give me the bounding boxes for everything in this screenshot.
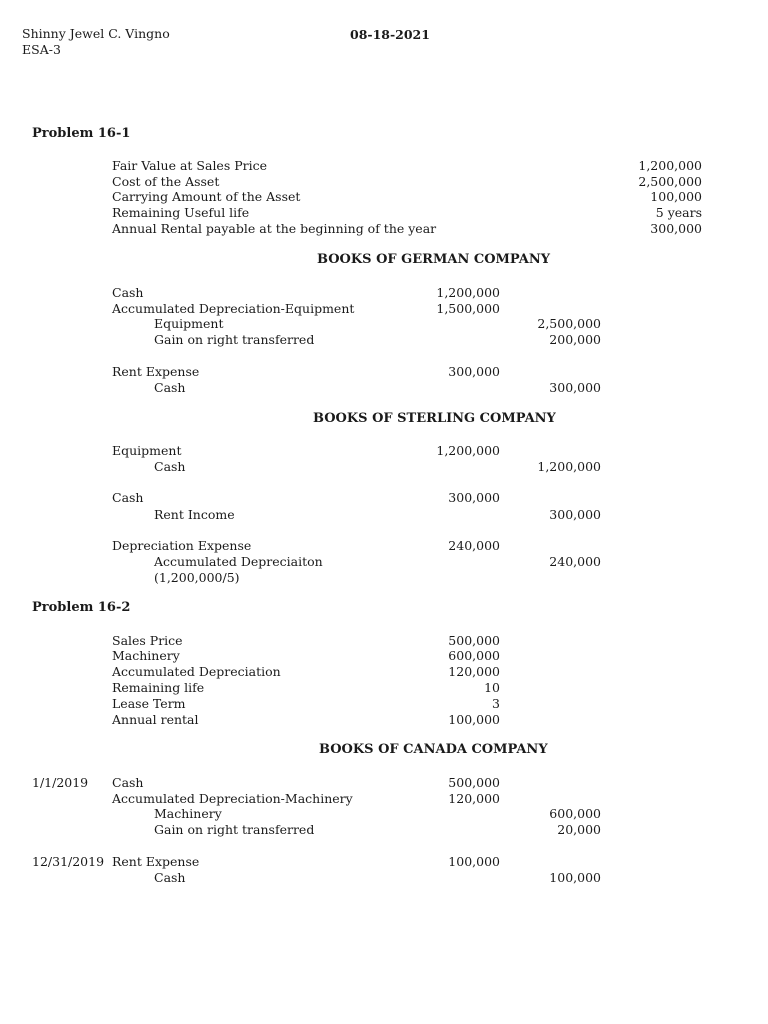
given-value: 120,000	[448, 664, 500, 679]
given-label: Machinery	[112, 648, 180, 663]
account-credit: Machinery	[154, 806, 222, 821]
given-label: Carrying Amount of the Asset	[112, 189, 301, 204]
given-value: 3	[492, 696, 500, 711]
student-name: Shinny Jewel C. Vingno	[22, 26, 170, 41]
given-label: Fair Value at Sales Price	[112, 158, 268, 173]
given-label: Cost of the Asset	[112, 174, 220, 189]
computation-note: (1,200,000/5)	[154, 570, 240, 585]
debit-amount: 1,200,000	[436, 285, 500, 300]
account-debit: Cash	[112, 775, 144, 790]
credit-amount: 300,000	[549, 380, 601, 395]
account-credit: Accumulated Depreciaiton	[154, 554, 323, 569]
given-value: 600,000	[448, 648, 500, 663]
credit-amount: 20,000	[557, 822, 601, 837]
account-debit: Accumulated Depreciation-Equipment	[112, 301, 355, 316]
given-value: 2,500,000	[638, 174, 702, 189]
account-credit: Rent Income	[154, 507, 235, 522]
account-credit: Equipment	[154, 316, 224, 331]
credit-amount: 240,000	[549, 554, 601, 569]
entry-date: 1/1/2019	[32, 775, 89, 790]
account-credit: Gain on right transferred	[154, 332, 315, 347]
german-company-title: BOOKS OF GERMAN COMPANY	[317, 252, 551, 267]
debit-amount: 1,500,000	[436, 301, 500, 316]
account-debit: Rent Expense	[112, 364, 200, 379]
given-value: 100,000	[650, 189, 702, 204]
given-value: 300,000	[650, 221, 702, 236]
given-value: 100,000	[448, 712, 500, 727]
given-value: 500,000	[448, 633, 500, 648]
given-label: Remaining life	[112, 680, 205, 695]
account-debit: Equipment	[112, 443, 182, 458]
account-credit: Gain on right transferred	[154, 822, 315, 837]
account-credit: Cash	[154, 459, 186, 474]
entry-date: 12/31/2019	[32, 854, 105, 869]
account-debit: Depreciation Expense	[112, 538, 252, 553]
account-debit: Cash	[112, 285, 144, 300]
debit-amount: 240,000	[448, 538, 500, 553]
problem-16-2-title: Problem 16-2	[32, 600, 131, 615]
credit-amount: 300,000	[549, 507, 601, 522]
sterling-company-title: BOOKS OF STERLING COMPANY	[313, 411, 556, 426]
document-date: 08-18-2021	[350, 27, 430, 42]
given-label: Annual Rental payable at the beginning of the year	[112, 221, 437, 236]
given-label: Annual rental	[112, 712, 199, 727]
credit-amount: 200,000	[549, 332, 601, 347]
debit-amount: 120,000	[448, 791, 500, 806]
given-label: Sales Price	[112, 633, 183, 648]
canada-company-title: BOOKS OF CANADA COMPANY	[319, 742, 548, 757]
credit-amount: 100,000	[549, 870, 601, 885]
credit-amount: 2,500,000	[537, 316, 601, 331]
debit-amount: 300,000	[448, 364, 500, 379]
account-debit: Cash	[112, 490, 144, 505]
account-credit: Cash	[154, 380, 186, 395]
problem-16-1-title: Problem 16-1	[32, 126, 131, 141]
account-credit: Cash	[154, 870, 186, 885]
given-label: Lease Term	[112, 696, 186, 711]
given-value: 10	[484, 680, 500, 695]
given-label: Remaining Useful life	[112, 205, 250, 220]
account-debit: Accumulated Depreciation-Machinery	[112, 791, 353, 806]
debit-amount: 1,200,000	[436, 443, 500, 458]
credit-amount: 1,200,000	[537, 459, 601, 474]
given-label: Accumulated Depreciation	[112, 664, 281, 679]
credit-amount: 600,000	[549, 806, 601, 821]
account-debit: Rent Expense	[112, 854, 200, 869]
given-value: 5 years	[655, 205, 702, 220]
debit-amount: 100,000	[448, 854, 500, 869]
debit-amount: 500,000	[448, 775, 500, 790]
given-value: 1,200,000	[638, 158, 702, 173]
student-section: ESA-3	[22, 42, 61, 57]
debit-amount: 300,000	[448, 490, 500, 505]
